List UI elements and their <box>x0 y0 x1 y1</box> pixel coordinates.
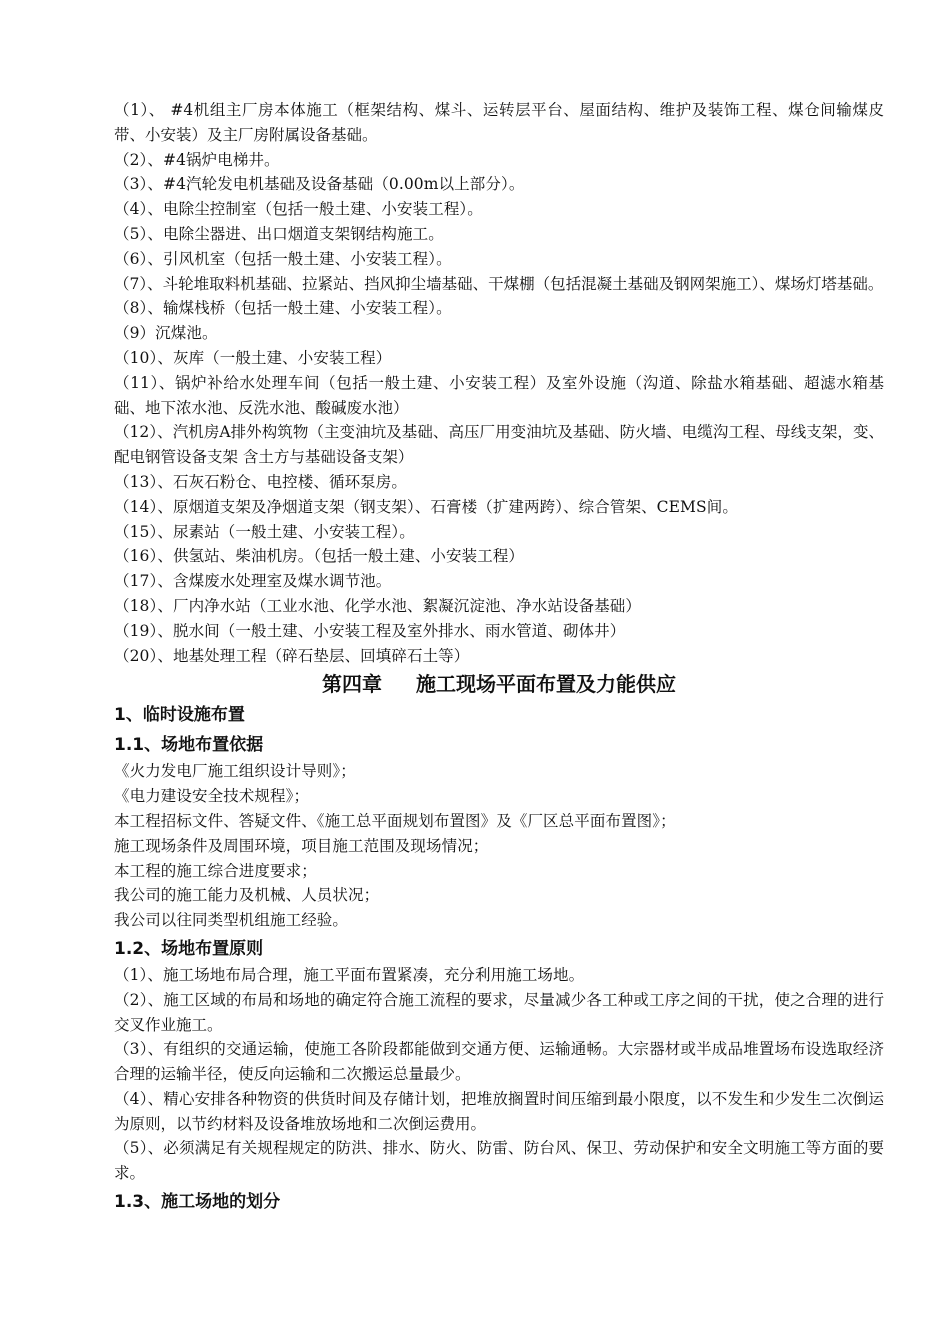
list-item: （3）、有组织的交通运输，使施工各阶段都能做到交通方便、运输通畅。大宗器材或半成品堆置场布设选取经济合理的运输半径，使反向运输和二次搬运总量最少。 <box>114 1040 884 1084</box>
basis-list <box>114 759 884 933</box>
chapter-title: 施工现场平面布置及力能供应 <box>416 672 676 697</box>
subsection-heading: 1.1、场地布置依据 <box>114 735 264 756</box>
list-item: （13）、石灰石粉仓、电控楼、循环泵房。 <box>114 472 407 491</box>
list-item: （9）沉煤池。 <box>114 324 218 343</box>
list-item: 我公司以往同类型机组施工经验。 <box>114 911 349 930</box>
list-item: （20）、地基处理工程（碎石垫层、回填碎石土等） <box>114 646 470 665</box>
chapter-number: 第四章 <box>322 672 382 697</box>
list-item: 我公司的施工能力及机械、人员状况； <box>114 886 380 905</box>
list-item: （10）、灰库（一般土建、小安装工程） <box>114 348 392 367</box>
list-item: （6）、引风机室（包括一般土建、小安装工程）。 <box>114 249 452 268</box>
list-item: （17）、含煤废水处理室及煤水调节池。 <box>114 572 392 591</box>
list-item: （2）、#4锅炉电梯井。 <box>114 150 280 169</box>
list-item: （2）、施工区域的布局和场地的确定符合施工流程的要求，尽量减少各工种或工序之间的干扰，使之合理的进行交叉作业施工。 <box>114 990 884 1034</box>
section-heading: 1、临时设施布置 <box>114 705 245 726</box>
chapter-heading <box>114 669 884 699</box>
list-item: （3）、#4汽轮发电机基础及设备基础（0.00m以上部分）。 <box>114 175 525 194</box>
list-item: （14）、原烟道支架及净烟道支架（钢支架）、石膏楼（扩建两跨）、综合管架、CEMS间。 <box>114 497 738 516</box>
list-item: （1）、施工场地布局合理，施工平面布置紧凑，充分利用施工场地。 <box>114 965 585 984</box>
subsection-heading: 1.3、施工场地的划分 <box>114 1192 281 1213</box>
list-item: （7）、斗轮堆取料机基础、拉紧站、挡风抑尘墙基础、干煤棚（包括混凝土基础及钢网架施工）、煤场灯塔基础。 <box>114 274 884 293</box>
list-item: 《电力建设安全技术规程》； <box>114 787 310 806</box>
list-item: （4）、精心安排各种物资的供货时间及存储计划，把堆放搁置时间压缩到最小限度，以不发生和少发生二次倒运为原则，以节约材料及设备堆放场地和二次倒运费用。 <box>114 1089 884 1133</box>
list-item: （12）、汽机房A排外构筑物（主变油坑及基础、高压厂用变油坑及基础、防火墙、电缆沟工程、母线支架，变、配电钢管设备支架 含土方与基础设备支架） <box>114 423 884 467</box>
list-item: （15）、尿素站（一般土建、小安装工程）。 <box>114 522 415 541</box>
principles-list <box>114 963 884 1186</box>
list-item: 本工程的施工综合进度要求； <box>114 861 317 880</box>
list-item: （16）、供氢站、柴油机房。（包括一般土建、小安装工程） <box>114 547 525 566</box>
list-item: （11）、锅炉补给水处理车间（包括一般土建、小安装工程）及室外设施（沟道、除盐水箱基础、超滤水箱基础、地下浓水池、反洗水池、酸碱废水池） <box>114 373 884 417</box>
list-item: （5）、必须满足有关规程规定的防洪、排水、防火、防雷、防台风、保卫、劳动保护和安全文明施工等方面的要求。 <box>114 1139 884 1183</box>
list-item: （18）、厂内净水站（工业水池、化学水池、絮凝沉淀池、净水站设备基础） <box>114 596 641 615</box>
list-item: 《火力发电厂施工组织设计导则》； <box>114 762 356 781</box>
list-item: （5）、电除尘器进、出口烟道支架钢结构施工。 <box>114 224 444 243</box>
list-item: 施工现场条件及周围环境，项目施工范围及现场情况； <box>114 836 489 855</box>
scope-list <box>114 98 884 668</box>
subsection-heading: 1.2、场地布置原则 <box>114 938 264 959</box>
document-body <box>114 98 884 1216</box>
list-item: （4）、电除尘控制室（包括一般土建、小安装工程）。 <box>114 200 483 219</box>
list-item: （19）、脱水间（一般土建、小安装工程及室外排水、雨水管道、砌体井） <box>114 621 626 640</box>
list-item: （8）、输煤栈桥（包括一般土建、小安装工程）。 <box>114 299 452 318</box>
list-item: 本工程招标文件、答疑文件、《施工总平面规划布置图》及《厂区总平面布置图》； <box>114 811 676 830</box>
list-item: （1）、 #4机组主厂房本体施工（框架结构、煤斗、运转层平台、屋面结构、维护及装饰工程、煤仓间输煤皮带、小安装）及主厂房附属设备基础。 <box>114 101 884 144</box>
